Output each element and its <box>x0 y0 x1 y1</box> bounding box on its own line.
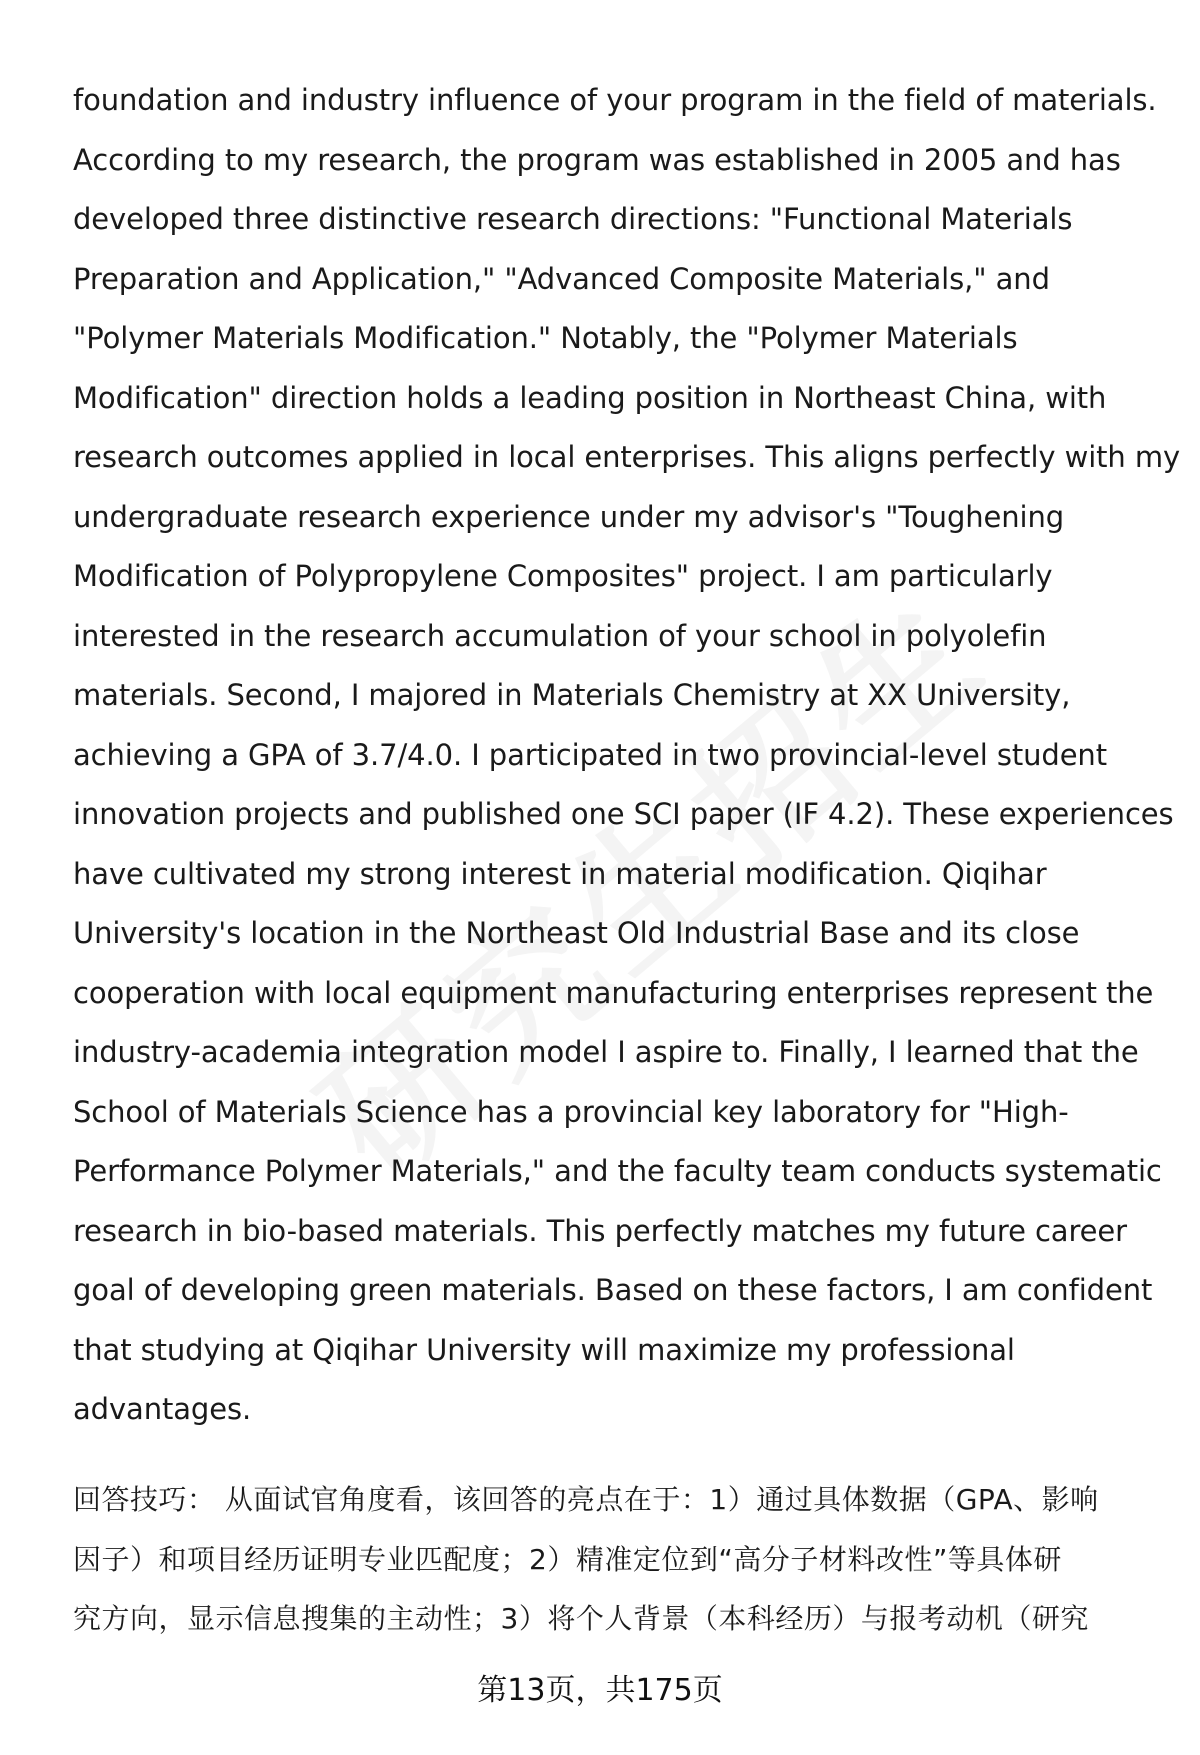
answer-paragraph <box>73 71 1181 1440</box>
tips-line: 因子）和项目经历证明专业匹配度；2）精准定位到“高分子材料改性”等具体研 <box>73 1542 1062 1576</box>
paragraph-line: Preparation and Application," "Advanced Composite Materials," and <box>73 261 1050 296</box>
paragraph-line: Modification of Polypropylene Composites" project. I am particularly <box>73 559 1053 593</box>
paragraph-line: interested in the research accumulation of your school in polyolefin <box>73 618 1047 653</box>
paragraph-line: foundation and industry influence of your program in the field of materials. <box>73 83 1157 117</box>
paragraph-line: developed three distinctive research directions: "Functional Materials <box>73 202 1073 236</box>
page-number: 第13页，共175页 <box>477 1673 723 1708</box>
paragraph-line: innovation projects and published one SCI paper (IF 4.2). These experiences <box>73 797 1174 831</box>
answer-tips <box>73 1470 1153 1649</box>
paragraph-line: "Polymer Materials Modification." Notably, the "Polymer Materials <box>73 321 1018 355</box>
paragraph-line: School of Materials Science has a provincial key laboratory for "High- <box>73 1094 1069 1129</box>
paragraph-line: industry-academia integration model I aspire to. Finally, I learned that the <box>73 1035 1139 1069</box>
paragraph-line: have cultivated my strong interest in material modification. Qiqihar <box>73 856 1047 891</box>
tips-line: 回答技巧： 从面试官角度看，该回答的亮点在于：1）通过具体数据（GPA、影响 <box>73 1483 1099 1516</box>
paragraph-line: that studying at Qiqihar University will maximize my professional <box>73 1332 1015 1367</box>
paragraph-line: Performance Polymer Materials," and the faculty team conducts systematic <box>73 1154 1162 1188</box>
paragraph-line: materials. Second, I majored in Materials Chemistry at XX University, <box>73 678 1071 712</box>
paragraph-line: goal of developing green materials. Based on these factors, I am confident <box>73 1273 1153 1307</box>
paragraph-line: advantages. <box>73 1392 252 1426</box>
paragraph-line: research outcomes applied in local enterprises. This aligns perfectly with my <box>73 440 1181 474</box>
paragraph-line: Modification" direction holds a leading position in Northeast China, with <box>73 380 1107 415</box>
paragraph-line: According to my research, the program was established in 2005 and has <box>73 142 1121 177</box>
paragraph-line: cooperation with local equipment manufacturing enterprises represent the <box>73 975 1154 1010</box>
paragraph-line: undergraduate research experience under my advisor's "Toughening <box>73 499 1065 534</box>
paragraph-line: University's location in the Northeast Old Industrial Base and its close <box>73 916 1080 950</box>
paragraph-line: achieving a GPA of 3.7/4.0. I participated in two provincial-level student <box>73 737 1107 772</box>
tips-line: 究方向，显示信息搜集的主动性；3）将个人背景（本科经历）与报考动机（研究 <box>73 1602 1089 1635</box>
paragraph-line: research in bio-based materials. This perfectly matches my future career <box>73 1213 1127 1248</box>
